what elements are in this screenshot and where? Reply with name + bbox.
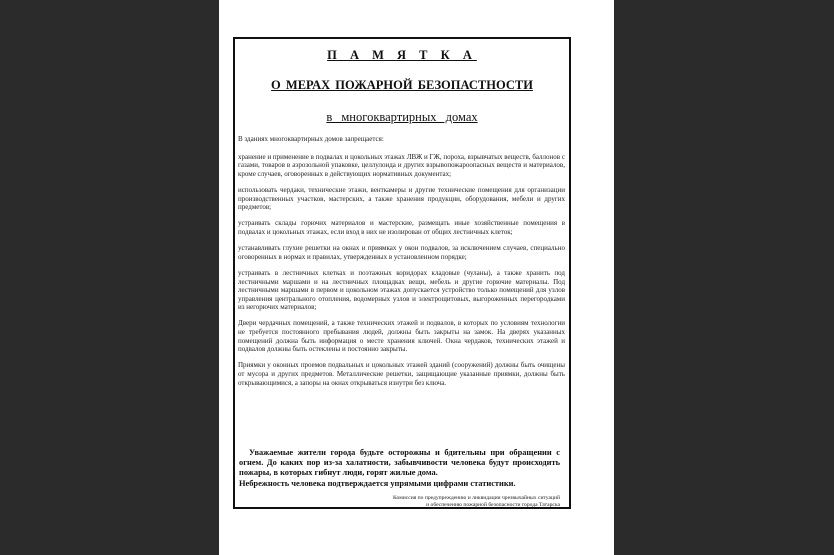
- rule-paragraph: Двери чердачных помещений, а также технических этажей и подвалов, в которых по условиям технологии не требуется постоянного пребывания людей, должны быть закрыты на замок. На дверях указанных помещений должна быть информация о месте хранения ключей. Окна чердаков, технических этажей и подвалов должны быть остеклены и постоянно закрыты.: [238, 319, 565, 354]
- intro-text: В зданиях многоквартирных домов запрещается:: [238, 135, 384, 143]
- appeal-text: Уважаемые жители города будьте осторожны и бдительны при обращении с огнем. До каких пор из-за халатности, забывчивости человека будут происходить пожары, в которых гибнут люди, горят жилые дома.: [239, 448, 560, 478]
- footer-city: и обеспечению пожарной безопасности города Татарска: [426, 502, 560, 508]
- memo-subtitle: О МЕРАХ ПОЖАРНОЙ БЕЗОПАСТНОСТИ: [271, 78, 533, 92]
- footer-commission: Комиссия по предупреждению и ликвидации чрезвычайных ситуаций: [393, 495, 560, 501]
- memo-title: П А М Я Т К А: [327, 48, 477, 62]
- document-page: [219, 0, 614, 555]
- prohibition-item: использовать чердаки, технические этажи, венткамеры и другие технические помещения для организации производственных участков, мастерских, а также хранения продукции, оборудования, мебели и других предметов;: [238, 185, 565, 212]
- memo-frame: [233, 37, 571, 509]
- prohibition-item: устраивать в лестничных клетках и поэтажных коридорах кладовые (чуланы), а также хранить под лестничными маршами и на лестничных площадках вещи, мебель и другие горючие материалы. Под лестничными маршами в первом и цокольном этажах допускается устройство только помещений для узлов управления центрального отопления, водомерных узлов и электрощитовых, выгороженных перегородками из негорючих материалов;: [238, 268, 565, 312]
- prohibition-item: устанавливать глухие решетки на окнах и приямках у окон подвалов, за исключением случаев, специально оговоренных в нормах и правилах, утвержденных в установленном порядке;: [238, 244, 565, 261]
- rule-paragraph: Приямки у оконных проемов подвальных и цокольных этажей зданий (сооружений) должны быть очищены от мусора и других предметов. Металлические решетки, защищающие указанные приямки, должны быть открывающимися, а запоры на окнах открываться изнутри без ключа.: [238, 361, 565, 387]
- memo-subtitle-2: в многоквартирных домах: [326, 110, 478, 124]
- appeal-statistics: Небрежность человека подтверждается упрямыми цифрами статистики.: [239, 478, 516, 488]
- memo-body: [238, 135, 565, 395]
- prohibition-item: устраивать склады горючих материалов и мастерские, размещать иные хозяйственные помещения в подвалах и цокольных этажах, если вход в них не изолирован от общих лестничных клеток;: [238, 219, 565, 236]
- appeal-block: [239, 448, 560, 489]
- prohibition-item: хранение и применение в подвалах и цокольных этажах ЛВЖ и ГЖ, пороха, взрывчатых веществ, баллонов с газами, товаров в аэрозольной упаковке, целлулоида и других взрывопожароопасных веществ и материалов, кроме случаев, оговоренных в действующих нормативных документах;: [238, 152, 565, 178]
- footer-signature: [393, 495, 560, 509]
